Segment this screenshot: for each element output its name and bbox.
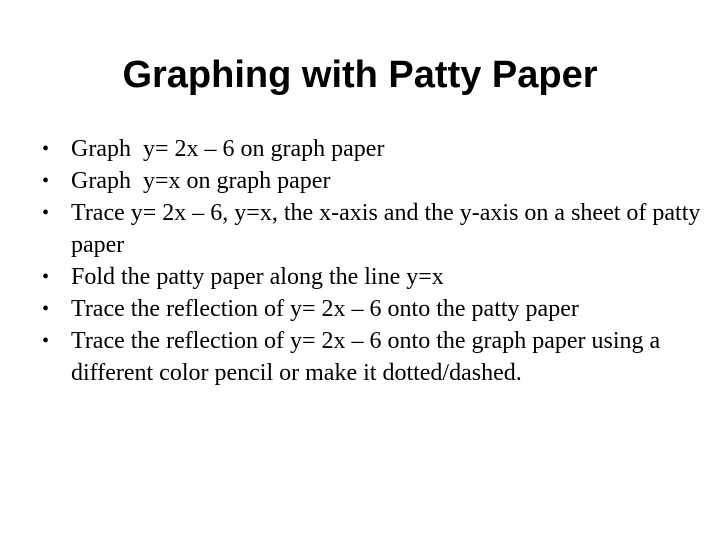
- bullet-text: Trace the reflection of y= 2x – 6 onto the patty paper: [71, 296, 579, 322]
- list-item: [42, 197, 707, 261]
- bullet-icon: •: [42, 202, 50, 224]
- list-item: [42, 133, 702, 165]
- bullet-text: Graph y=x on graph paper: [71, 168, 331, 194]
- bullet-text: Fold the patty paper along the line y=x: [71, 264, 444, 290]
- bullet-text: Trace y= 2x – 6, y=x, the x-axis and the y-axis on a sheet of patty paper: [71, 200, 707, 258]
- list-item: [42, 293, 702, 325]
- bullet-icon: •: [42, 266, 50, 288]
- bullet-text: Trace the reflection of y= 2x – 6 onto the graph paper using a different color pencil or make it dotted/dashed.: [71, 328, 667, 386]
- bullet-icon: •: [42, 330, 50, 352]
- bullet-icon: •: [42, 170, 50, 192]
- list-item: [42, 165, 702, 197]
- bullet-text: Graph y= 2x – 6 on graph paper: [71, 136, 385, 162]
- bullet-list: [42, 133, 707, 389]
- bullet-icon: •: [42, 138, 50, 160]
- list-item: [42, 261, 702, 293]
- slide-title: Graphing with Patty Paper: [122, 54, 598, 96]
- list-item: [42, 325, 702, 389]
- bullet-icon: •: [42, 298, 50, 320]
